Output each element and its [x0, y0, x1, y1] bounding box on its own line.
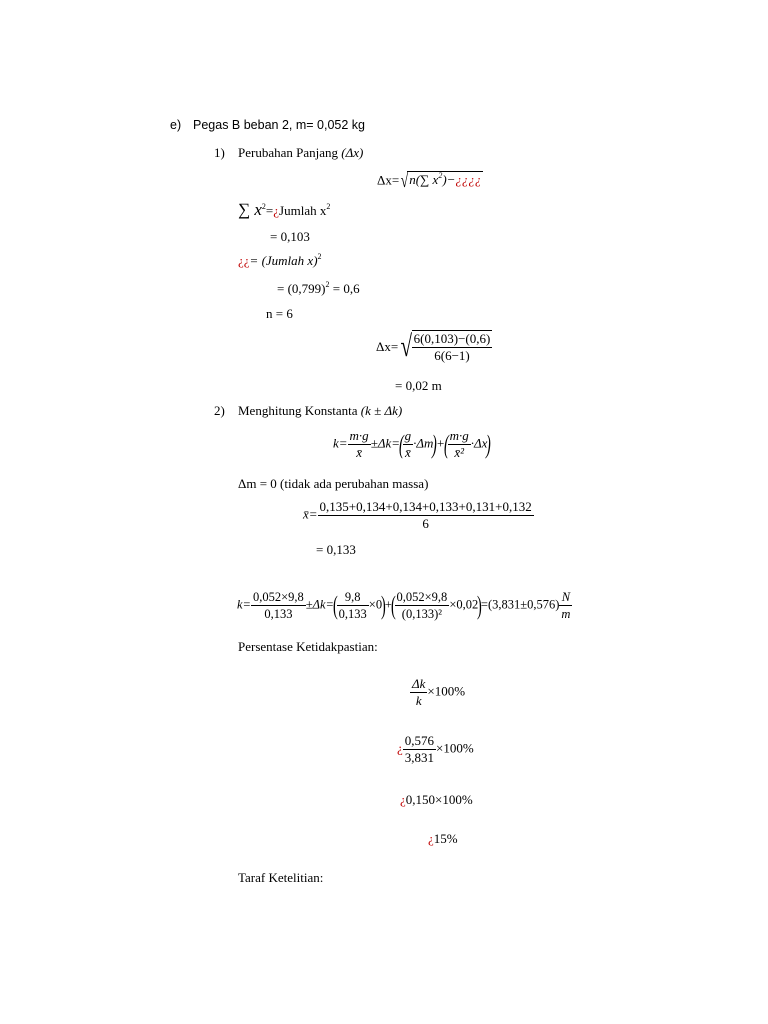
- sum-x-squared-line: ∑ $x^2=¿Jumlah$ $x^2$: [238, 200, 331, 219]
- k-num2: 9,8: [337, 589, 369, 606]
- uncertainty-line4: [428, 831, 458, 847]
- u1-tail: ×100%: [427, 683, 466, 699]
- f-k: k=: [333, 435, 348, 451]
- x-bar-value: = 0,133: [316, 542, 356, 557]
- u1-den: k: [415, 693, 422, 708]
- formula-mid: n(∑ x: [409, 172, 439, 188]
- sum-red: ¿: [273, 203, 280, 218]
- u3-text: 0,150×100%: [405, 792, 473, 807]
- sq-value: = (0,799): [277, 281, 326, 296]
- item1-title-text: Perubahan Panjang: [238, 145, 339, 160]
- uncertainty-label: Persentase Ketidakpastian:: [238, 639, 378, 654]
- u2-num: 0,576: [404, 733, 435, 748]
- k-lhs: k=: [237, 597, 251, 612]
- sqrt-icon: √: [400, 170, 409, 192]
- k-unit-den: m: [561, 607, 571, 621]
- u2-den: 3,831: [404, 750, 435, 765]
- k-den1: 0,133: [264, 607, 293, 621]
- sum-rhs: Jumlah x: [279, 203, 327, 218]
- f-plus: +: [436, 435, 445, 451]
- u4-red: ¿: [428, 831, 434, 846]
- calc-denominator: 6(6−1): [434, 348, 470, 363]
- sum-eq: =: [265, 203, 274, 218]
- uncertainty-line3: [400, 792, 473, 808]
- k-formula: k= $\frac{m\cdot g}{x̄}$ ±Δk=( $\frac{g}{x̄}$ ·Δm)+( $\frac{m\cdot g}{\text{x̄²}}$ ·Δx): [333, 428, 492, 460]
- f-den2: x̄: [405, 445, 411, 460]
- calc-lhs: Δx=: [376, 339, 399, 354]
- section-heading: Pegas B beban 2, m= 0,052 kg: [193, 118, 365, 132]
- delta-x-calc: [376, 330, 492, 364]
- delta-x-result: = 0,02 m: [395, 378, 442, 393]
- item1-marker: 1): [214, 145, 225, 160]
- uncertainty-line2: [397, 733, 474, 766]
- k-calculation: k= $\frac{0,052\times 9,8}{0,133}$ ±Δk=( $\frac{9,8}{0,133}$ ×0)+( $\frac{0,052\times 9,8}{\text{(0,133)²}}$ ×0,02)=(3,831±0,576) $\frac{N}{m}$: [237, 590, 571, 621]
- k-unit-num: N: [559, 589, 572, 606]
- item2-marker: 2): [214, 403, 225, 418]
- item2-title-text: Menghitung Konstanta: [238, 403, 358, 418]
- n-value: n = 6: [266, 306, 293, 321]
- f-den1: x̄: [356, 445, 362, 460]
- item2-title: [238, 403, 402, 419]
- xbar-denominator: 6: [422, 516, 429, 531]
- precision-label: Taraf Ketelitian:: [238, 870, 324, 885]
- sum-lhs: ∑ x: [238, 200, 262, 219]
- sq-red: ¿¿: [238, 253, 250, 268]
- k-den3: (0,133)²: [401, 607, 442, 621]
- sum-value: = 0,103: [270, 229, 310, 244]
- f-dx: ·Δx: [470, 435, 488, 451]
- formula-delta-x: Δx=√n(∑ $x^2)-¿¿¿¿$: [377, 170, 482, 192]
- u2-red: ¿: [397, 740, 403, 756]
- u4-text: 15%: [433, 831, 458, 846]
- calc-numerator: 6(0,103)−(0,6): [413, 331, 491, 346]
- xbar-numerator: 0,135+0,134+0,134+0,133+0,131+0,132: [319, 499, 532, 514]
- square-sum-value: = $(0,799)^2 = 0,6$: [277, 280, 360, 296]
- formula-red: ¿¿¿¿: [455, 172, 482, 188]
- u3-red: ¿: [400, 792, 406, 807]
- square-sum-line: ¿¿= (Jumlah x)$^2$: [238, 252, 322, 268]
- k-plus: +: [384, 597, 392, 612]
- k-pm: ±Δk=: [305, 597, 334, 612]
- k-num1: 0,052×9,8: [252, 590, 304, 604]
- sq-value-tail: = 0,6: [329, 281, 360, 296]
- k-x0: ×0: [368, 597, 383, 612]
- k-x002: ×0,02: [449, 597, 479, 612]
- xbar-lhs: x̄=: [303, 506, 318, 522]
- f-den3: x̄²: [454, 445, 464, 460]
- f-dm: ·Δm: [413, 435, 434, 451]
- f-num2: g: [404, 428, 412, 443]
- k-den2: 0,133: [338, 607, 367, 621]
- k-num3: 0,052×9,8: [396, 590, 448, 604]
- k-result: =(3,831±0,576): [480, 597, 560, 612]
- item1-title: [238, 145, 363, 161]
- item1-symbol: (Δx): [341, 145, 364, 160]
- f-num1: m·g: [349, 428, 369, 443]
- section-marker: e): [170, 118, 182, 132]
- sq-rhs: = (Jumlah x): [249, 253, 318, 268]
- u2-tail: ×100%: [436, 740, 474, 756]
- f-num3: m·g: [449, 428, 469, 443]
- formula-lhs: Δx=: [377, 172, 400, 188]
- item2-symbol: (k ± Δk): [360, 403, 403, 418]
- f-pm: ±Δk=: [370, 435, 400, 451]
- delta-m-line: Δm = 0 (tidak ada perubahan massa): [238, 476, 429, 491]
- uncertainty-line1: [410, 676, 465, 709]
- x-bar-formula: [303, 499, 534, 532]
- formula-tail: )−: [442, 172, 456, 188]
- u1-num: Δk: [412, 676, 426, 691]
- sqrt-icon-2: √: [400, 330, 413, 363]
